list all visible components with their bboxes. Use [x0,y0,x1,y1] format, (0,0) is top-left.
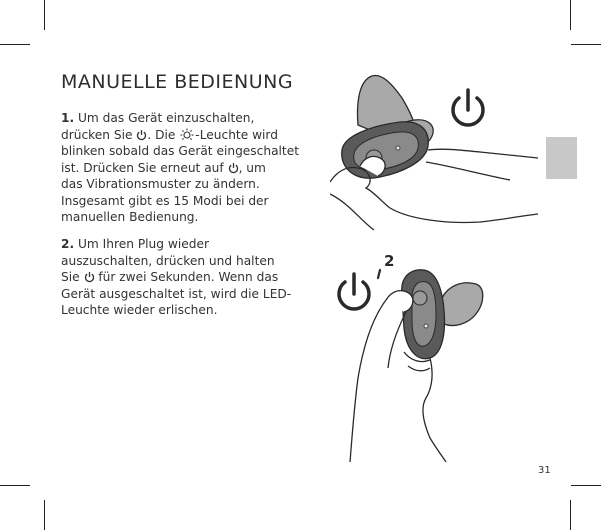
text: Um das Gerät einzuschalten, [78,111,255,125]
press-count-label: 2 [384,252,395,270]
plug-body [442,283,483,326]
illustration-press-hold [330,248,510,463]
section-tab [546,137,577,179]
text: das Vibrationsmuster zu ändern. [61,177,260,191]
power-icon [339,274,369,309]
text: für zwei Sekunden. Wenn das [98,270,279,284]
text: Leuchte wieder erlischen. [61,303,218,317]
step-1-text [61,110,311,226]
power-icon [453,90,483,125]
step-number: 2. [61,237,75,251]
crop-mark [570,500,571,530]
page-title: MANUELLE BEDIENUNG [61,70,294,93]
led-dot [396,146,400,150]
text: manuellen Bedienung. [61,210,199,224]
crop-mark [570,0,571,30]
text: ist. Drücken Sie erneut auf [61,160,224,175]
power-icon [228,162,239,174]
crop-mark [44,0,45,30]
text: drücken Sie [61,127,133,142]
crop-mark [0,485,30,486]
step-2-text [61,236,311,319]
text: blinken sobald das Gerät eingeschaltet [61,144,299,158]
text: Insgesamt gibt es 15 Modi bei der [61,193,269,208]
text: -Leuchte wird [195,127,278,142]
text: auszuschalten, drücken und halten [61,253,275,268]
power-icon [136,129,147,141]
text: Sie [61,270,80,284]
crop-mark [571,485,601,486]
power-icon [84,271,95,283]
step-number: 1. [61,111,75,125]
led-dot [424,324,428,328]
crop-mark [0,44,30,45]
led-light-icon [179,128,195,141]
text: . Die [147,127,176,142]
page-number: 31 [538,465,551,476]
crop-mark [44,500,45,530]
hand [386,291,413,312]
illustration-press-power [330,70,540,240]
crop-mark [571,44,601,45]
text: Gerät ausgeschaltet ist, wird die LED- [61,286,292,301]
text: , um [238,160,266,175]
text: Um Ihren Plug wieder [78,237,209,251]
